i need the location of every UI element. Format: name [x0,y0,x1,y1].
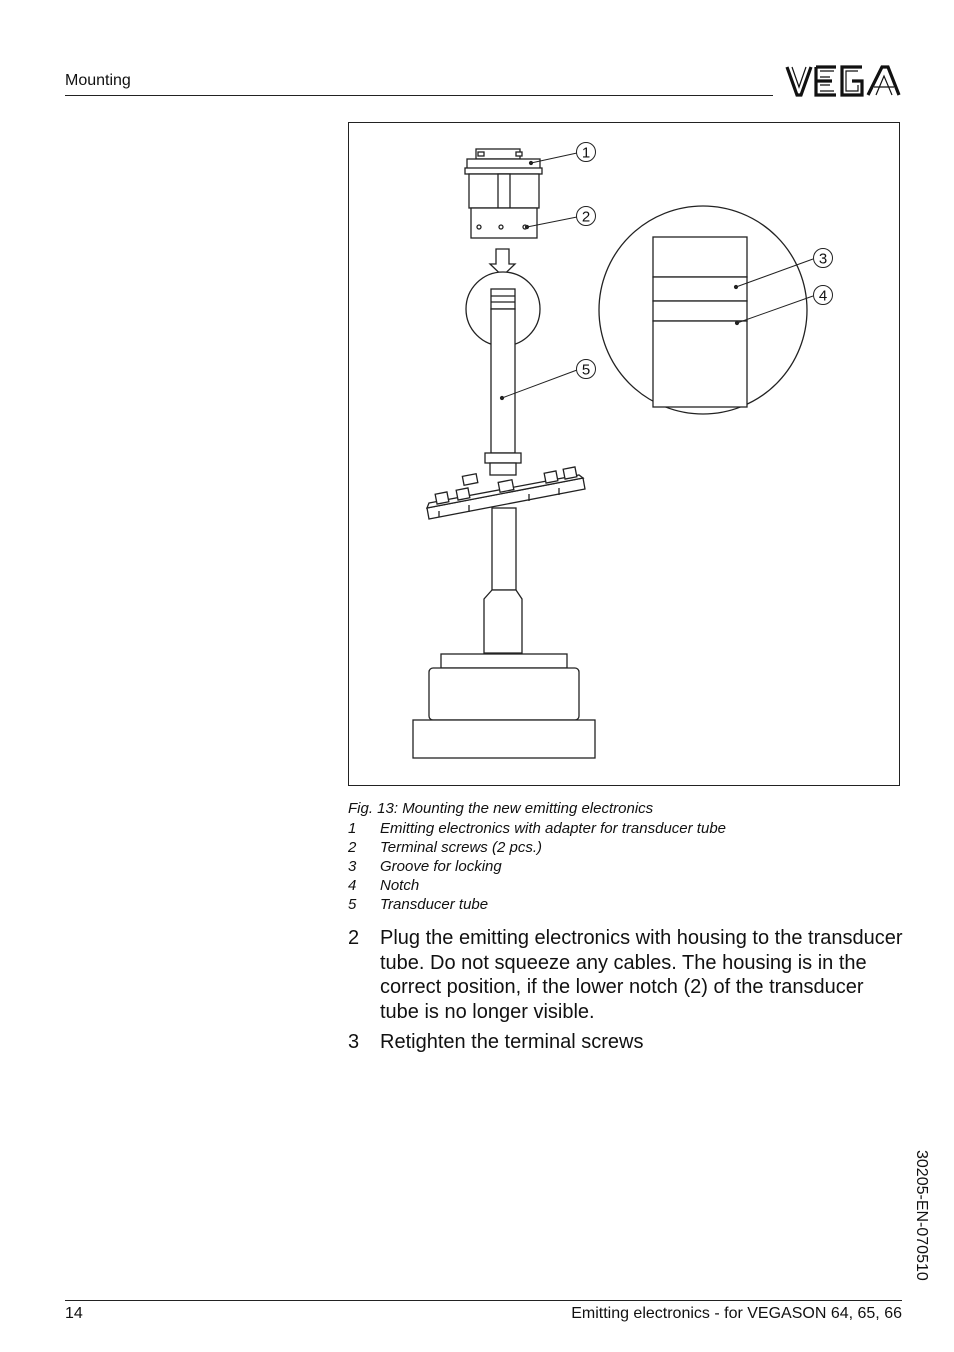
vega-logo [784,62,902,100]
page-number: 14 [65,1305,83,1322]
legend-text: Groove for locking [380,858,502,875]
document-code [904,1150,930,1300]
legend-number: 5 [348,896,357,913]
step-item [348,926,908,1024]
legend-item [348,876,908,895]
figure-caption: Fig. 13: Mounting the new emitting electronics [348,800,654,817]
legend-text: Notch [380,877,420,894]
callout-5: 5 [581,361,591,379]
document-code-text: 30205-EN-070510 [913,1150,930,1281]
step-number: 3 [348,1031,360,1053]
footer-title: Emitting electronics - for VEGASON 64, 65, 66 [571,1305,902,1322]
figure-legend [348,819,908,914]
step-text: Plug the emitting electronics with housing to the transducer tube. Do not squeeze any cables. The housing is in the correct position, if the lower notch (2) of the transducer tube is no longer visible. [380,927,903,1023]
header-rule [65,95,773,96]
legend-text: Emitting electronics with adapter for transducer tube [380,820,727,837]
transducer-tube [485,289,521,475]
callout-2: 2 [581,208,591,226]
legend-item [348,895,908,914]
step-text: Retighten the terminal screws [380,1031,644,1053]
footer-rule [65,1300,902,1301]
legend-item [348,838,908,857]
legend-number: 1 [348,820,357,837]
legend-number: 3 [348,858,357,875]
callout-3: 3 [818,250,828,268]
instruction-steps [348,926,908,1061]
legend-number: 4 [348,877,357,894]
legend-item [348,857,908,876]
header-section-title: Mounting [65,72,131,89]
callout-4: 4 [818,287,828,305]
detail-tube-zoom [653,237,747,407]
step-item [348,1030,908,1055]
mounting-diagram [349,123,899,785]
legend-text: Transducer tube [380,896,489,913]
legend-item [348,819,908,838]
legend-text: Terminal screws (2 pcs.) [380,839,542,856]
antenna-base [413,654,595,758]
step-number: 2 [348,927,360,949]
legend-number: 2 [348,839,357,856]
callout-1: 1 [581,144,591,162]
